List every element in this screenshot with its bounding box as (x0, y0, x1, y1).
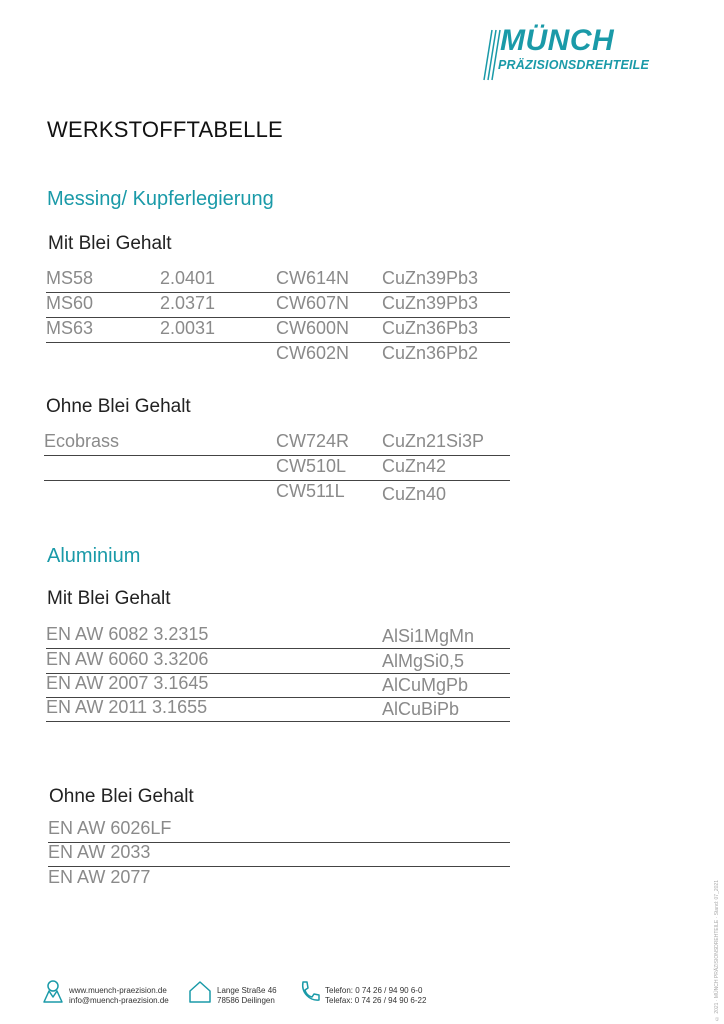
subheading-aluminium-without-lead: Ohne Blei Gehalt (49, 786, 194, 807)
table-cell: AlCuBiPb (382, 699, 460, 719)
table-row (46, 624, 510, 649)
table-cell: CuZn36Pb3 (382, 318, 479, 338)
table-row (48, 818, 510, 843)
company-logo (482, 24, 692, 84)
table-cell: CW724R (276, 431, 350, 451)
phone-icon (298, 980, 320, 1004)
table-cell: EN AW 2077 (48, 867, 151, 887)
table-cell: CW510L (276, 456, 347, 476)
table-cell: EN AW 6026LF (48, 818, 172, 838)
subheading-brass-with-lead: Mit Blei Gehalt (48, 233, 172, 254)
footer-fax: Telefax: 0 74 26 / 94 90 6-22 (325, 996, 427, 1005)
table-cell: EN AW 2007 3.1645 (46, 673, 209, 693)
table-row (44, 431, 510, 456)
table-cell: CW511L (276, 481, 345, 501)
subheading-aluminium-with-lead: Mit Blei Gehalt (47, 588, 171, 609)
footer-phone: Telefon: 0 74 26 / 94 90 6-0 (325, 986, 423, 995)
table-cell: CW602N (276, 343, 350, 363)
table-row (46, 343, 510, 367)
table-cell: 2.0031 (160, 318, 216, 338)
table-row (46, 318, 510, 343)
table-cell: AlMgSi0,5 (382, 651, 465, 671)
footer-city: 78586 Deilingen (217, 996, 275, 1005)
section-heading-aluminium: Aluminium (47, 545, 141, 567)
table-cell: AlCuMgPb (382, 675, 469, 695)
table-cell: CuZn39Pb3 (382, 293, 479, 313)
logo-wordmark: MÜNCH (500, 24, 615, 57)
table-cell: CuZn21Si3P (382, 431, 485, 451)
table-cell: MS58 (46, 268, 94, 288)
table-cell: MS63 (46, 318, 94, 338)
table-row (44, 456, 510, 481)
table-cell: CW607N (276, 293, 350, 313)
table-row (48, 842, 510, 867)
table-cell: EN AW 6060 3.3206 (46, 649, 209, 669)
copyright-note: © 2021 · MÜNCH PRÄZISIONSDREHTEILE · Stand: 07_2021 (714, 880, 720, 1022)
subheading-brass-without-lead: Ohne Blei Gehalt (46, 396, 191, 417)
table-row (48, 867, 510, 891)
house-icon (188, 980, 212, 1004)
person-contact-icon (42, 980, 64, 1004)
table-row (46, 293, 510, 318)
section-heading-brass: Messing/ Kupferlegierung (47, 188, 274, 210)
footer-website[interactable]: www.muench-praezision.de (69, 986, 167, 995)
table-cell: EN AW 2011 3.1655 (46, 697, 208, 717)
table-cell: EN AW 2033 (48, 842, 151, 862)
footer-street: Lange Straße 46 (217, 986, 277, 995)
table-cell: CW600N (276, 318, 350, 338)
table-cell: 2.0371 (160, 293, 216, 313)
table-cell: MS60 (46, 293, 94, 313)
table-cell: CuZn39Pb3 (382, 268, 479, 288)
page-title: WERKSTOFFTABELLE (47, 117, 283, 142)
table-cell: CuZn36Pb2 (382, 343, 479, 363)
table-row (46, 268, 510, 293)
table-row (44, 481, 510, 505)
table-cell: CuZn42 (382, 456, 447, 476)
logo-tagline: PRÄZISIONSDREHTEILE (498, 58, 650, 72)
footer-email[interactable]: info@muench-praezision.de (69, 996, 169, 1005)
table-cell: 2.0401 (160, 268, 216, 288)
table-row (46, 649, 510, 674)
table-cell: EN AW 6082 3.2315 (46, 624, 209, 644)
table-cell: CW614N (276, 268, 350, 288)
table-row (46, 697, 510, 722)
table-cell: CuZn40 (382, 484, 447, 504)
table-cell: AlSi1MgMn (382, 626, 475, 646)
table-cell: Ecobrass (44, 431, 120, 451)
table-row (46, 673, 510, 698)
